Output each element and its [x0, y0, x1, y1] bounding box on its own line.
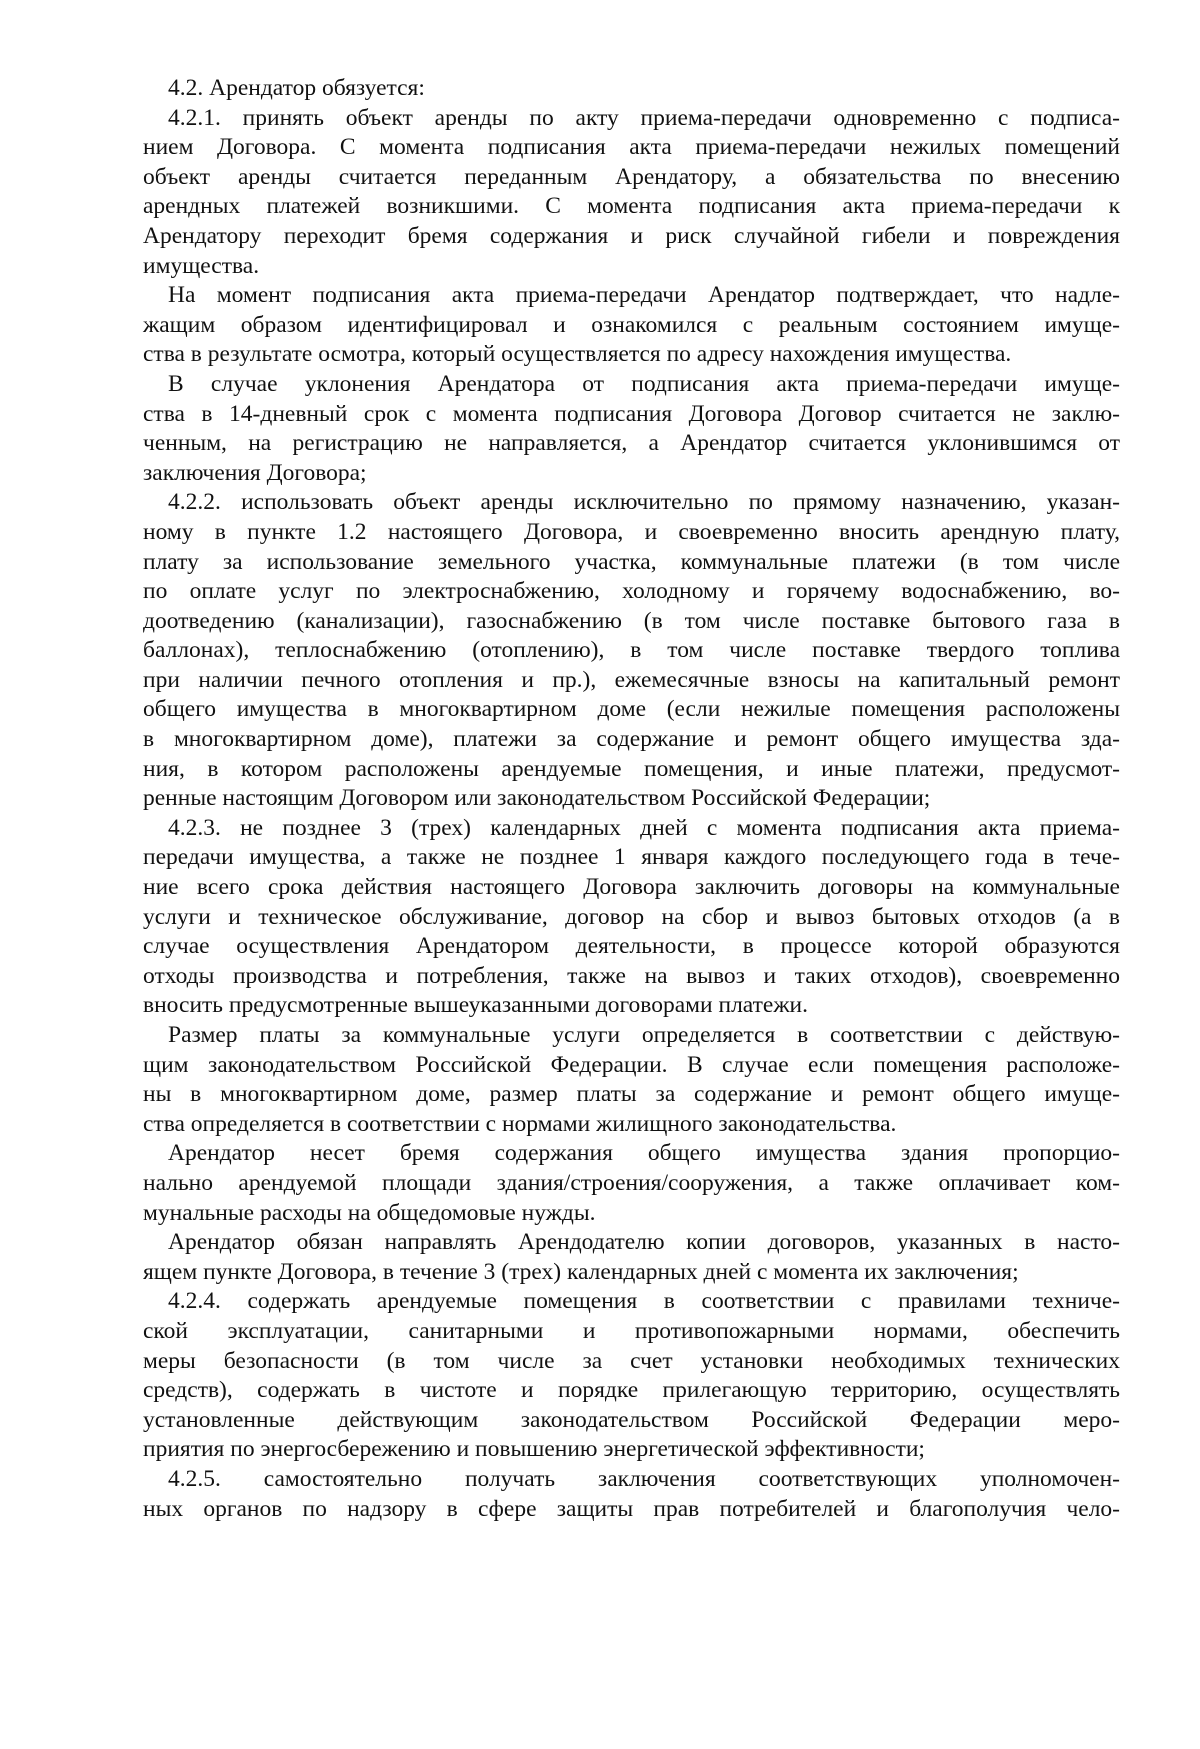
- text-line: доотведению (канализации), газоснабжению (в том числе поставке бытового газа в: [143, 607, 1120, 634]
- text-line: приятия по энергосбережению и повышению энергетической эффективности;: [143, 1436, 925, 1463]
- text-line: вносить предусмотренные вышеуказанными договорами платежи.: [143, 992, 809, 1019]
- text-line: Арендатору переходит бремя содержания и риск случайной гибели и повреждения: [143, 222, 1120, 249]
- text-line: заключения Договора;: [143, 459, 367, 486]
- text-line: ящем пункте Договора, в течение 3 (трех) календарных дней с момента их заключения;: [143, 1258, 1019, 1285]
- text-line: 4.2.2. использовать объект аренды исключительно по прямому назначению, указан-: [168, 489, 1120, 516]
- text-line: В случае уклонения Арендатора от подписания акта приема-передачи имуще-: [168, 370, 1120, 397]
- text-line: жащим образом идентифицировал и ознакомился с реальным состоянием имуще-: [143, 311, 1120, 338]
- text-line: 4.2.5. самостоятельно получать заключения соответствующих уполномочен-: [168, 1465, 1120, 1492]
- text-line: 4.2.4. содержать арендуемые помещения в соответствии с правилами техниче-: [168, 1288, 1120, 1315]
- text-line: меры безопасности (в том числе за счет установки необходимых технических: [143, 1347, 1120, 1374]
- text-line: случае осуществления Арендатором деятельности, в процессе которой образуются: [143, 933, 1120, 960]
- text-line: объект аренды считается переданным Арендатору, а обязательства по внесению: [143, 163, 1120, 190]
- document-body: [143, 74, 1120, 1524]
- text-line: ства в результате осмотра, который осуществляется по адресу нахождения имущества.: [143, 341, 1012, 368]
- text-line: отходы производства и потребления, также на вывоз и таких отходов), своевременно: [143, 962, 1120, 989]
- text-line: ства определяется в соответствии с нормами жилищного законодательства.: [143, 1110, 897, 1137]
- text-line: ние всего срока действия настоящего Договора заключить договоры на коммунальные: [143, 874, 1120, 901]
- text-line: баллонах), теплоснабжению (отоплению), в том числе поставке твердого топлива: [143, 637, 1120, 664]
- text-line: Арендатор обязан направлять Арендодателю копии договоров, указанных в насто-: [168, 1229, 1120, 1256]
- text-line: передачи имущества, а также не позднее 1 января каждого последующего года в тече-: [143, 844, 1120, 871]
- text-line: услуги и техническое обслуживание, договор на сбор и вывоз бытовых отходов (а в: [143, 903, 1120, 930]
- text-line: щим законодательством Российской Федерации. В случае если помещения расположе-: [143, 1051, 1120, 1078]
- text-line: ченным, на регистрацию не направляется, а Арендатор считается уклонившимся от: [143, 430, 1120, 457]
- paragraph-p-4-2-2: [143, 488, 1120, 814]
- text-line: На момент подписания акта приема-передачи Арендатор подтверждает, что надле-: [168, 282, 1120, 309]
- text-line: 4.2.3. не позднее 3 (трех) календарных дней с момента подписания акта приема-: [168, 814, 1120, 841]
- text-line: ской эксплуатации, санитарными и противопожарными нормами, обеспечить: [143, 1317, 1120, 1344]
- text-line: ства в 14-дневный срок с момента подписания Договора Договор считается не заклю-: [143, 400, 1120, 427]
- paragraph-p-4-2-1: [143, 104, 1120, 282]
- paragraph-p-4-2-1-b: [143, 370, 1120, 488]
- text-line: 4.2.1. принять объект аренды по акту приема-передачи одновременно с подписа-: [168, 104, 1120, 131]
- paragraph-p-4-2-1-a: [143, 281, 1120, 370]
- text-line: при наличии печного отопления и пр.), ежемесячные взносы на капитальный ремонт: [143, 666, 1120, 693]
- text-line: ному в пункте 1.2 настоящего Договора, и своевременно вносить арендную плату,: [143, 518, 1120, 545]
- paragraph-p-4-2: [143, 74, 1120, 104]
- paragraph-p-4-2-3: [143, 814, 1120, 1021]
- text-line: ны в многоквартирном доме, размер платы за содержание и ремонт общего имуще-: [143, 1081, 1120, 1108]
- text-line: ния, в котором расположены арендуемые помещения, и иные платежи, предусмот-: [143, 755, 1120, 782]
- text-line: имущества.: [143, 252, 260, 279]
- text-line: в многоквартирном доме), платежи за содержание и ремонт общего имущества зда-: [143, 726, 1120, 753]
- paragraph-p-4-2-3-b: [143, 1139, 1120, 1228]
- paragraph-p-4-2-5: [143, 1465, 1120, 1524]
- text-line: общего имущества в многоквартирном доме (если нежилые помещения расположены: [143, 696, 1120, 723]
- text-line: Размер платы за коммунальные услуги определяется в соответствии с действую-: [168, 1022, 1120, 1048]
- text-line: по оплате услуг по электроснабжению, холодному и горячему водоснабжению, во-: [143, 578, 1120, 605]
- text-line: ренные настоящим Договором или законодательством Российской Федерации;: [143, 785, 931, 812]
- text-line: нием Договора. С момента подписания акта приема-передачи нежилых помещений: [143, 134, 1120, 161]
- text-line: 4.2. Арендатор обязуется:: [168, 75, 425, 101]
- text-line: нально арендуемой площади здания/строения/сооружения, а также оплачивает ком-: [143, 1169, 1120, 1196]
- text-line: Арендатор несет бремя содержания общего имущества здания пропорцио-: [168, 1140, 1120, 1167]
- text-line: установленные действующим законодательством Российской Федерации меро-: [143, 1406, 1120, 1433]
- paragraph-p-4-2-3-c: [143, 1228, 1120, 1287]
- text-line: мунальные расходы на общедомовые нужды.: [143, 1199, 596, 1226]
- text-line: плату за использование земельного участка, коммунальные платежи (в том числе: [143, 548, 1120, 575]
- paragraph-p-4-2-4: [143, 1287, 1120, 1465]
- paragraph-p-4-2-3-a: [143, 1021, 1120, 1139]
- text-line: арендных платежей возникшими. С момента подписания акта приема-передачи к: [143, 193, 1120, 220]
- text-line: ных органов по надзору в сфере защиты прав потребителей и благополучия чело-: [143, 1495, 1120, 1522]
- text-line: средств), содержать в чистоте и порядке прилегающую территорию, осуществлять: [143, 1377, 1120, 1404]
